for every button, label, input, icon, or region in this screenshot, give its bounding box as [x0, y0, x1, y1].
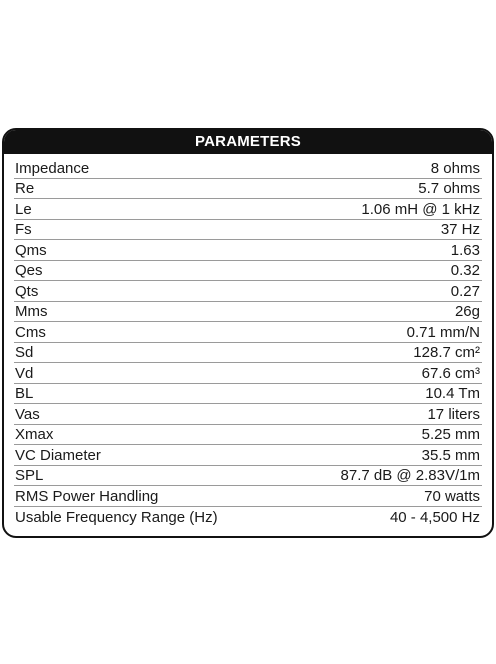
- row-value: 40 - 4,500 Hz: [389, 509, 480, 526]
- row-value: 17 liters: [427, 405, 480, 423]
- table-row: [14, 363, 482, 384]
- row-value: 70 watts: [424, 487, 480, 505]
- row-label: VC Diameter: [15, 446, 101, 464]
- row-value: 128.7 cm²: [413, 344, 480, 361]
- table-row: [14, 384, 482, 405]
- row-label: BL: [15, 385, 34, 402]
- row-label: Mms: [15, 303, 48, 320]
- row-value: 37 Hz: [440, 221, 480, 238]
- table-row: [14, 302, 482, 323]
- row-value: 0.32: [450, 262, 480, 279]
- row-value: 8 ohms: [430, 159, 480, 177]
- parameters-table: [2, 128, 494, 538]
- table-row: [14, 158, 482, 179]
- row-label: Usable Frequency Range (Hz): [15, 509, 218, 526]
- row-label: Le: [15, 200, 32, 218]
- row-value: 1.63: [450, 241, 480, 259]
- row-value: 5.25 mm: [421, 426, 480, 443]
- row-label: RMS Power Handling: [15, 487, 159, 505]
- table-row: [14, 466, 482, 487]
- table-row: [14, 281, 482, 302]
- row-value: 26g: [454, 303, 480, 320]
- row-label: SPL: [15, 467, 44, 484]
- table-body: [4, 154, 492, 527]
- table-row: [14, 199, 482, 220]
- row-value: 35.5 mm: [421, 446, 480, 464]
- table-row: [14, 322, 482, 343]
- row-value: 1.06 mH @ 1 kHz: [361, 200, 480, 218]
- table-row: [14, 343, 482, 364]
- table-title: PARAMETERS: [4, 130, 492, 154]
- table-row: [14, 179, 482, 200]
- table-row: [14, 240, 482, 261]
- table-row: [14, 507, 482, 528]
- row-label: Sd: [15, 344, 34, 361]
- row-value: 5.7 ohms: [418, 180, 480, 197]
- table-row: [14, 220, 482, 241]
- row-label: Qts: [15, 282, 39, 300]
- row-label: Vas: [15, 405, 40, 423]
- row-value: 10.4 Tm: [425, 385, 480, 402]
- table-row: [14, 425, 482, 446]
- row-label: Re: [15, 180, 35, 197]
- row-label: Qms: [15, 241, 47, 259]
- row-label: Cms: [15, 323, 46, 341]
- row-value: 87.7 dB @ 2.83V/1m: [340, 467, 480, 484]
- table-row: [14, 404, 482, 425]
- table-row: [14, 486, 482, 507]
- row-label: Xmax: [15, 426, 54, 443]
- row-label: Impedance: [15, 159, 90, 177]
- row-value: 67.6 cm³: [421, 364, 480, 382]
- row-label: Vd: [15, 364, 34, 382]
- row-value: 0.27: [450, 282, 480, 300]
- table-row: [14, 261, 482, 282]
- table-row: [14, 445, 482, 466]
- row-label: Qes: [15, 262, 43, 279]
- row-label: Fs: [15, 221, 32, 238]
- row-value: 0.71 mm/N: [406, 323, 480, 341]
